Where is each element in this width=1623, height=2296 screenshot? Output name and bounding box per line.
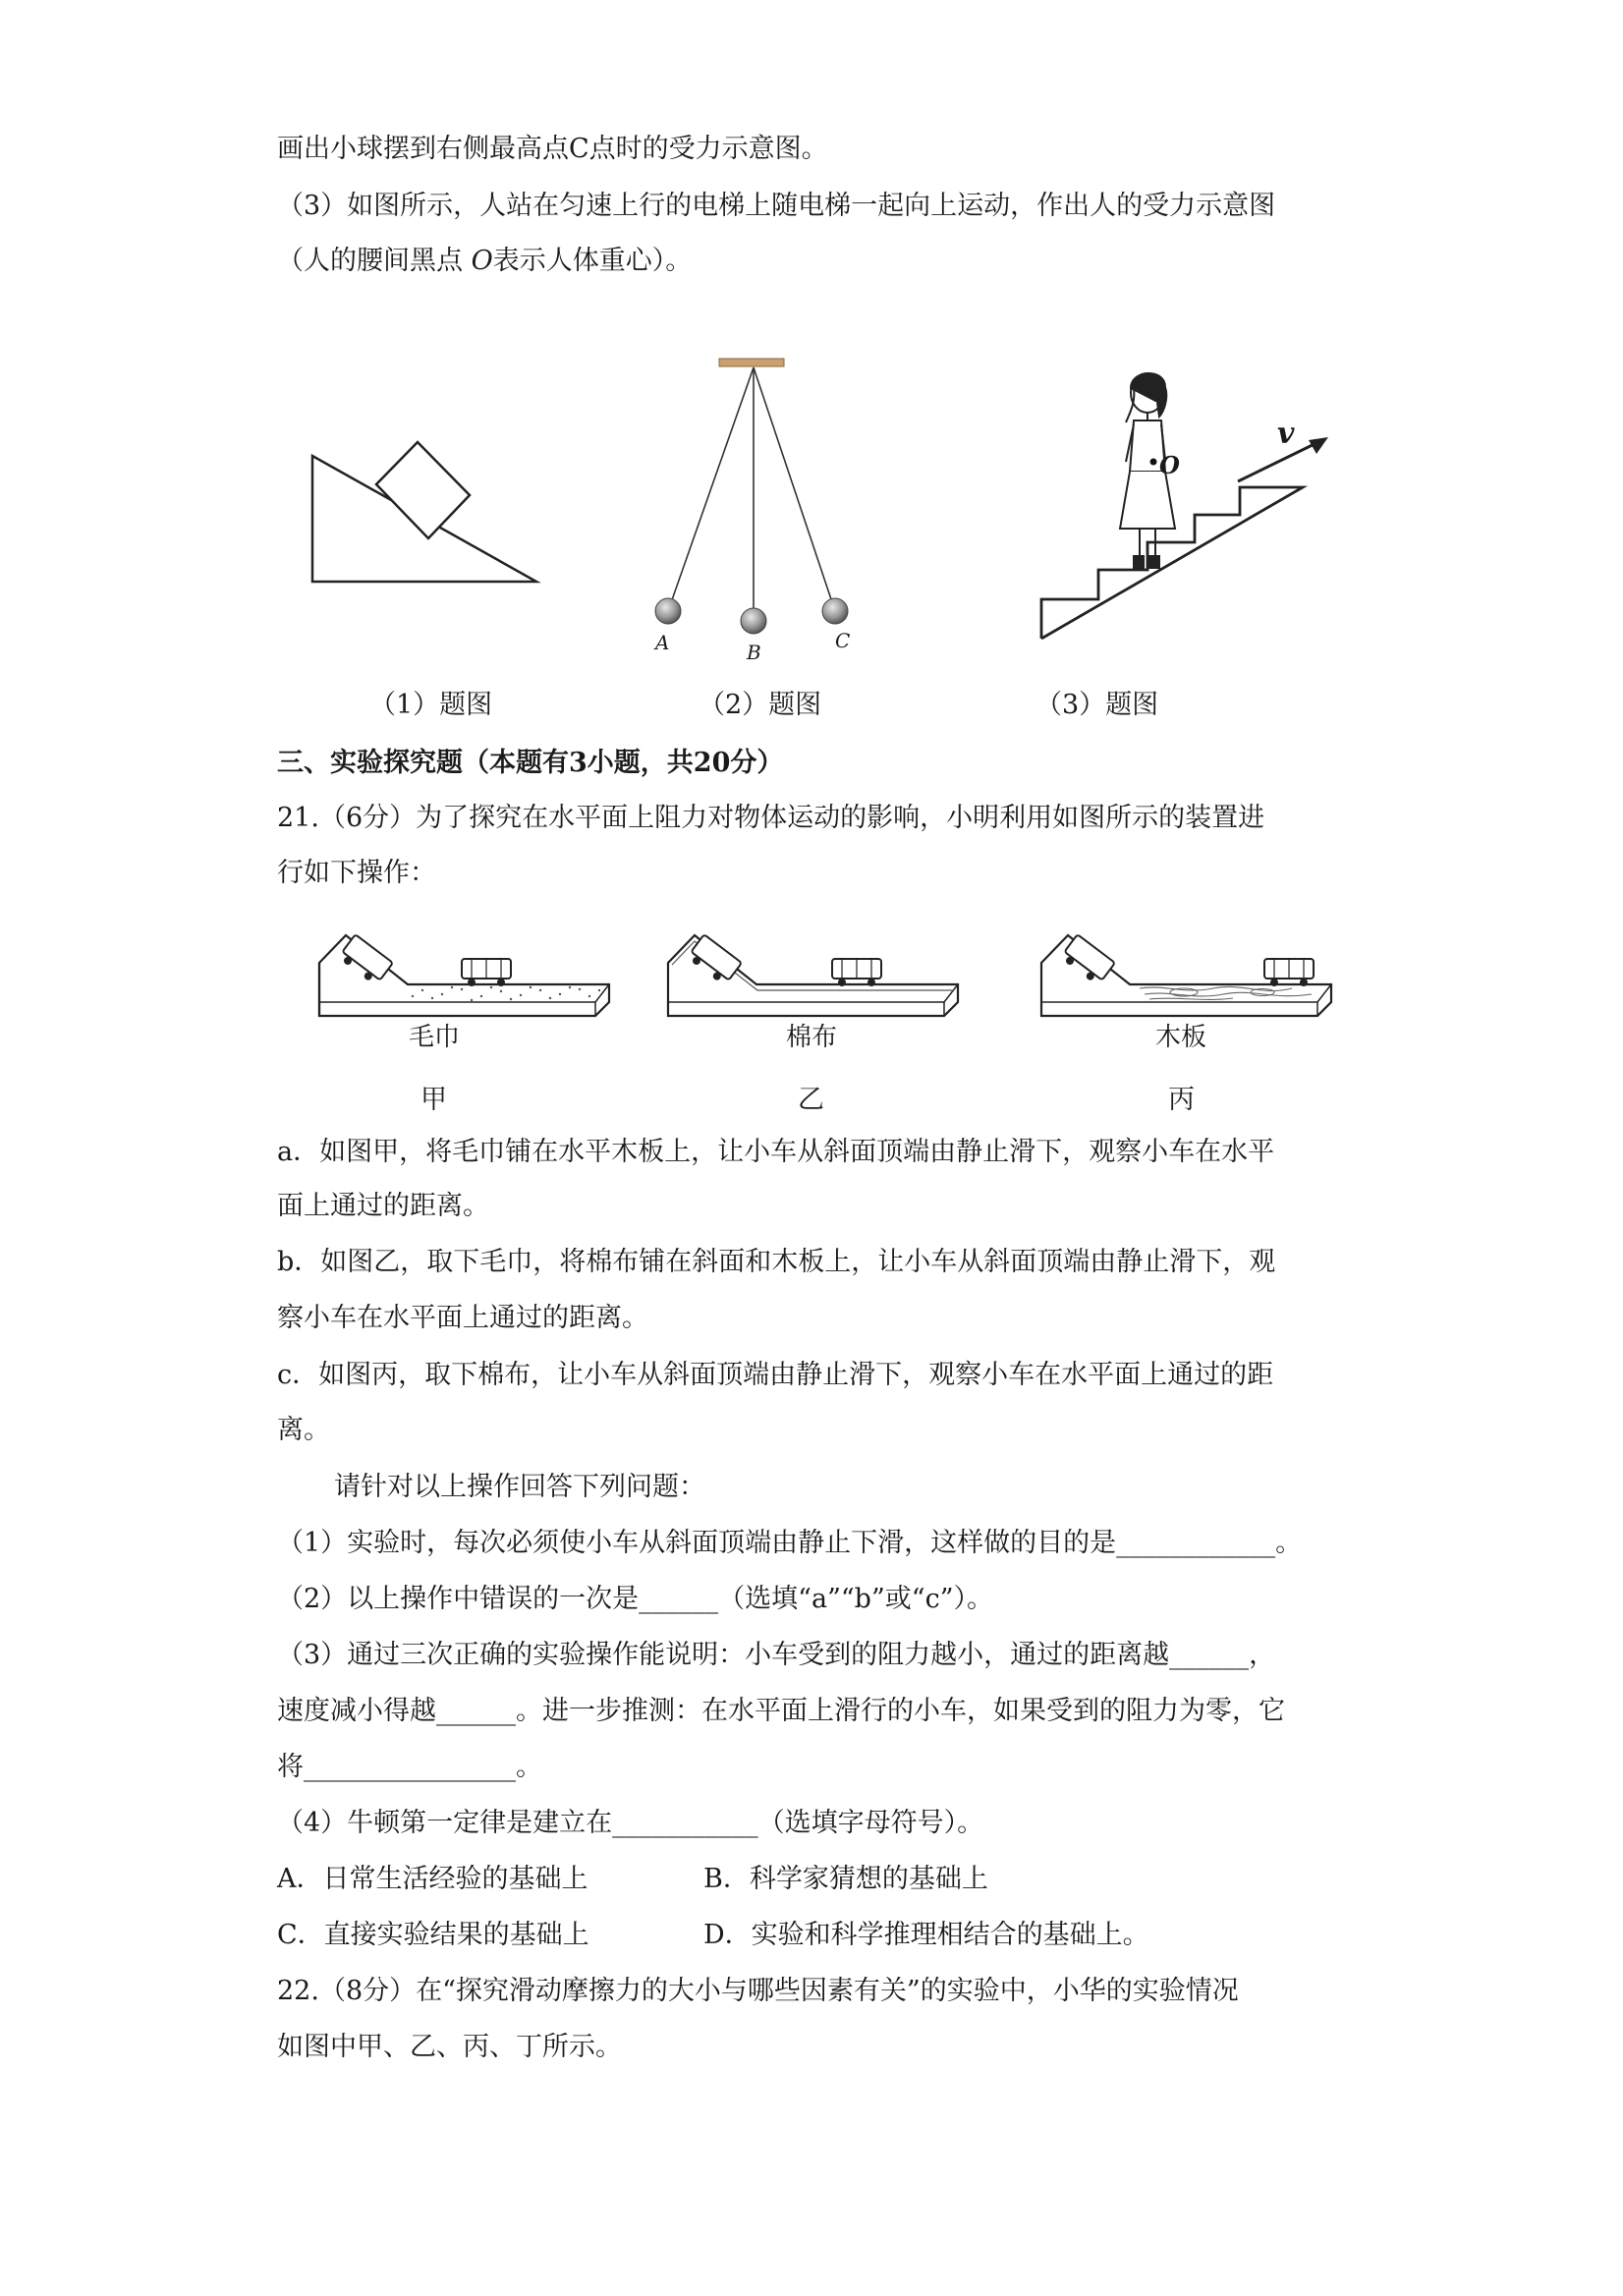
- option-b: B．科学家猜想的基础上: [703, 1864, 988, 1894]
- surface-label-cotton: 棉布: [786, 1023, 838, 1052]
- sub-question-3-line-1: （3）通过三次正确的实验操作能说明：小车受到的阻力越小，通过的距离越______，: [277, 1640, 1276, 1670]
- figure-1-caption: （1）题图: [369, 690, 493, 720]
- question-22-line-2: 如图中甲、乙、丙、丁所示。: [277, 2032, 622, 2062]
- question-21-line-1: 21.（6分）为了探究在水平面上阻力对物体运动的影响，小明利用如图所示的装置进: [277, 803, 1265, 833]
- block: [376, 442, 470, 538]
- ball-a-label: A: [655, 631, 670, 654]
- string-a: [668, 367, 754, 611]
- ball-b: [741, 608, 766, 634]
- option-c: C．直接实验结果的基础上: [277, 1920, 589, 1950]
- sub-question-1: （1）实验时，每次必须使小车从斜面顶端由静止下滑，这样做的目的是____________。: [277, 1528, 1303, 1558]
- ball-c: [822, 598, 848, 624]
- string-c: [754, 367, 835, 611]
- incline-block-figure: [295, 432, 550, 599]
- figure-3-caption: （3）题图: [1035, 690, 1159, 720]
- figure-name-jia: 甲: [420, 1085, 447, 1115]
- option-a: A．日常生活经验的基础上: [277, 1864, 588, 1894]
- text-segment: 表示人体重心）。: [492, 246, 693, 276]
- center-of-gravity-dot: [1150, 459, 1157, 466]
- sub-question-3-line-2: 速度减小得越______。进一步推测：在水平面上滑行的小车，如果受到的阻力为零，它: [277, 1696, 1285, 1726]
- escalator-figure: [1032, 364, 1356, 648]
- ball-b-label: B: [747, 641, 761, 664]
- ball-a: [655, 598, 681, 624]
- sub-question-2: （2）以上操作中错误的一次是______（选填“a”“b”或“c”）。: [277, 1584, 993, 1614]
- figure-name-yi: 乙: [798, 1085, 824, 1115]
- velocity-label: v: [1277, 417, 1295, 451]
- experiment-figure-towel: [314, 924, 619, 1022]
- option-d: D．实验和科学推理相结合的基础上。: [703, 1920, 1149, 1950]
- pendulum-figure: [648, 354, 865, 668]
- ball-c-label: C: [835, 629, 851, 652]
- experiment-figure-board: [1036, 924, 1341, 1022]
- step-a-line-1: a．如图甲，将毛巾铺在水平木板上，让小车从斜面顶端由静止滑下，观察小车在水平: [277, 1137, 1275, 1167]
- center-of-gravity-symbol: O: [471, 246, 493, 276]
- experiment-figure-cotton: [663, 924, 968, 1022]
- text-segment: （人的腰间黑点: [277, 246, 472, 276]
- figure-name-bing: 丙: [1168, 1085, 1195, 1115]
- pendulum-support: [719, 359, 784, 366]
- step-b-line-1: b．如图乙，取下毛巾，将棉布铺在斜面和木板上，让小车从斜面顶端由静止滑下，观: [277, 1247, 1276, 1277]
- step-c-line-1: c．如图丙，取下棉布，让小车从斜面顶端由静止滑下，观察小车在水平面上通过的距: [277, 1360, 1274, 1390]
- step-c-line-2: 离。: [277, 1415, 330, 1445]
- step-a-line-2: 面上通过的距离。: [277, 1191, 489, 1221]
- section-heading: 三、实验探究题（本题有3小题，共20分）: [277, 748, 784, 778]
- point-o-label: O: [1159, 451, 1180, 479]
- question-22-line-1: 22.（8分）在“探究滑动摩擦力的大小与哪些因素有关”的实验中，小华的实验情况: [277, 1976, 1239, 2006]
- text-line-1: 画出小球摆到右侧最高点C点时的受力示意图。: [277, 134, 828, 164]
- question-21-line-2: 行如下操作：: [277, 858, 436, 888]
- figure-2-caption: （2）题图: [699, 690, 822, 720]
- question-20-3-line-1: （3）如图所示，人站在匀速上行的电梯上随电梯一起向上运动，作出人的受力示意图: [277, 191, 1276, 221]
- question-20-3-line-2: [277, 242, 692, 281]
- sub-question-4: （4）牛顿第一定律是建立在___________（选填字母符号）。: [277, 1808, 984, 1838]
- surface-label-towel: 毛巾: [409, 1023, 461, 1052]
- sub-question-3-line-3: 将________________。: [277, 1752, 542, 1782]
- surface-label-board: 木板: [1155, 1023, 1207, 1052]
- step-b-line-2: 察小车在水平面上通过的距离。: [277, 1303, 648, 1333]
- prompt-text: 请针对以上操作回答下列问题：: [334, 1472, 705, 1502]
